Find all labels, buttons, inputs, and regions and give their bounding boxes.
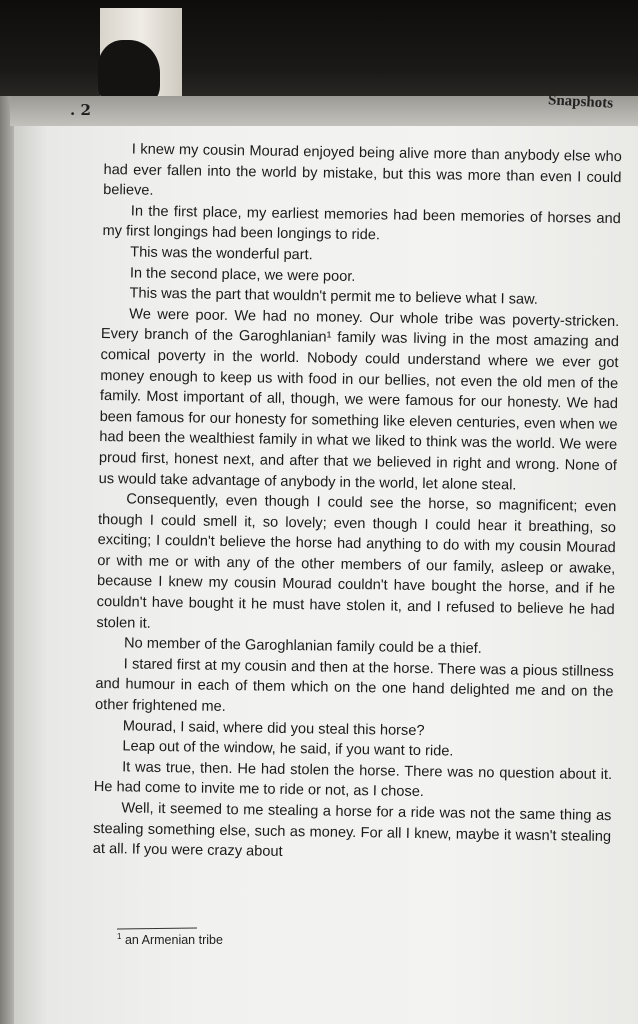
book-shadow: [0, 0, 638, 100]
paragraph: We were poor. We had no money. Our whole tribe was poverty-stricken. Every branch of the Garoghlanian¹ family was living in the most amazing and comical poverty in the world. Nobody could understand where we ever got money enough to keep us with food in our bellies, not even the old men of the family. Most important of all, though, we were famous for our honesty. We had been famous for our honesty for something like eleven centuries, even when we had been the wealthiest family in what we liked to think was the world. We were proud first, honest next, and after that we believed in right and wrong. None of us would take advantage of anybody in the world, let alone steal.: [98, 306, 620, 494]
footnote-marker: 1: [117, 932, 122, 941]
page-header-band: [10, 96, 638, 126]
paragraph: I knew my cousin Mourad enjoyed being alive more than anybody else who had ever fallen into the world by mistake, but this was more than even I could believe.: [103, 141, 622, 199]
running-head: Snapshots: [547, 92, 614, 112]
paragraph: No member of the Garoghlanian family could be a thief.: [123, 635, 482, 658]
paragraph: Consequently, even though I could see the horse, so magnificent; even though I could smell it, so lovely; even though I could hear it breathing, so exciting; I couldn't believe the horse had anything to do with my cousin Mourad or with me or with any of the other members of our family, asleep or awake, because I knew my cousin Mourad couldn't have bought the horse, and if he couldn't have bought it he must have stolen it, and I refused to believe he had stolen it.: [96, 491, 617, 632]
footnote: [117, 932, 223, 947]
body-text: [93, 139, 622, 868]
paragraph: It was true, then. He had stolen the horse. There was no question about it. He had come to invite me to ride or not, as I chose.: [93, 759, 613, 801]
paragraph: Mourad, I said, where did you steal this horse?: [122, 717, 425, 739]
paragraph: This was the wonderful part.: [130, 244, 313, 264]
paragraph: This was the part that wouldn't permit me to believe what I saw.: [129, 285, 539, 308]
paragraph: Leap out of the window, he said, if you want to ride.: [122, 738, 454, 760]
paragraph: In the first place, my earliest memories had been memories of horses and my first longings had been longings to ride.: [102, 203, 621, 244]
footnote-text: an Armenian tribe: [124, 933, 223, 948]
paragraph: In the second place, we were poor.: [129, 264, 356, 285]
paragraph: Well, it seemed to me stealing a horse for a ride was not the same thing as stealing something else, such as money. For all I knew, maybe it wasn't stealing at all. If you were crazy about: [92, 800, 612, 861]
paragraph: I stared first at my cousin and then at the horse. There was a pious stillness and humour in each of them which on the one hand delighted me and on the other frightened me.: [94, 656, 614, 716]
page-number: . 2: [70, 101, 91, 119]
page-gutter: [0, 96, 14, 1024]
